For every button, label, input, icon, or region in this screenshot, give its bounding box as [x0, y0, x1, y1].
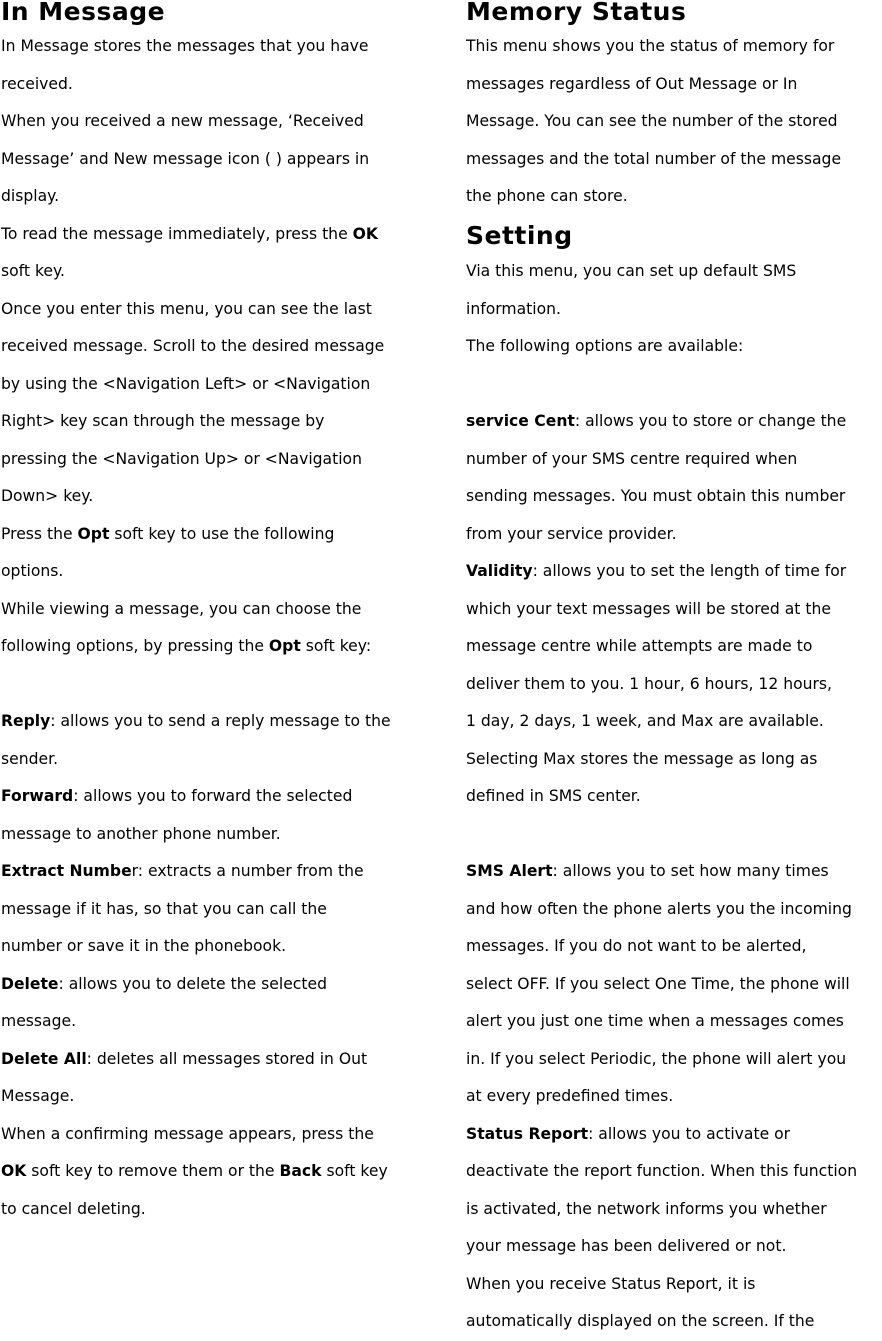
body-line: Via this menu, you can set up default SMS	[466, 262, 797, 280]
body-line: Right> key scan through the message by	[1, 412, 325, 430]
option-validity: Validity: allows you to set the length of time for	[466, 562, 847, 580]
body-line: display.	[1, 187, 60, 205]
body-line: When you received a new message, ‘Received	[1, 112, 364, 130]
option-delete-all: Delete All: deletes all messages stored in Out	[1, 1049, 368, 1068]
body-line: by using the <Navigation Left> or <Navigation	[1, 374, 371, 393]
body-line: In Message stores the messages that you have	[1, 37, 369, 55]
body-line: soft key.	[1, 262, 65, 280]
option-service-centre: service Cent: allows you to store or change the	[466, 412, 847, 430]
option-forward: Forward: allows you to forward the selected	[1, 787, 353, 805]
body-line: from your service provider.	[466, 524, 677, 543]
body-line: Message.	[1, 1087, 75, 1105]
blank-line	[466, 366, 882, 404]
body-line: information.	[466, 299, 561, 318]
option-status-report: Status Report: allows you to activate or	[466, 1124, 791, 1143]
body-line: Once you enter this menu, you can see the last	[1, 299, 372, 318]
body-line: received message. Scroll to the desired message	[1, 337, 385, 355]
body-line: message to another phone number.	[1, 824, 281, 843]
option-extract-number: Extract Number: extracts a number from the	[1, 862, 364, 880]
body-line: number of your SMS centre required when	[466, 449, 798, 468]
body-line: When a confirming message appears, press the	[1, 1124, 374, 1143]
body-line: OK soft key to remove them or the Back soft key	[1, 1162, 388, 1180]
body-line: messages regardless of Out Message or In	[466, 74, 798, 93]
body-line: number or save it in the phonebook.	[1, 937, 287, 955]
body-line: This menu shows you the status of memory for	[466, 37, 835, 55]
body-line: options.	[1, 562, 64, 580]
body-line: message if it has, so that you can call the	[1, 899, 327, 918]
body-line: pressing the <Navigation Up> or <Navigation	[1, 449, 362, 468]
body-line: which your text messages will be stored at the	[466, 599, 831, 618]
blank-line	[466, 816, 882, 854]
body-line: Message. You can see the number of the stored	[466, 112, 838, 130]
body-line: To read the message immediately, press the OK	[1, 224, 378, 243]
body-line: sending messages. You must obtain this number	[466, 487, 846, 505]
body-line: to cancel deleting.	[1, 1199, 146, 1218]
body-line: your message has been delivered or not.	[466, 1237, 787, 1255]
body-line: received.	[1, 74, 73, 93]
body-line: 1 day, 2 days, 1 week, and Max are available.	[466, 712, 824, 730]
body-line: message.	[1, 1012, 77, 1030]
body-line: The following options are available:	[466, 337, 744, 355]
body-line: and how often the phone alerts you the incoming	[466, 899, 852, 918]
setting-heading: Setting	[466, 220, 573, 250]
body-line: messages and the total number of the message	[466, 149, 842, 168]
body-line: Press the Opt soft key to use the following	[1, 524, 335, 543]
body-line: following options, by pressing the Opt soft key:	[1, 637, 372, 655]
option-sms-alert: SMS Alert: allows you to set how many times	[466, 862, 829, 880]
body-line: Selecting Max stores the message as long as	[466, 749, 818, 768]
body-line: deliver them to you. 1 hour, 6 hours, 12 hours,	[466, 674, 833, 693]
body-line: at every predefined times.	[466, 1087, 674, 1105]
left-column	[1, 0, 431, 1228]
body-line: message centre while attempts are made to	[466, 637, 813, 655]
body-line: select OFF. If you select One Time, the phone will	[466, 974, 850, 993]
body-line: While viewing a message, you can choose the	[1, 599, 362, 618]
memory-status-heading: Memory Status	[466, 0, 687, 26]
in-message-heading: In Message	[1, 0, 166, 26]
body-line: defined in SMS center.	[466, 787, 641, 805]
blank-line	[1, 666, 431, 704]
body-line: When you receive Status Report, it is	[466, 1274, 756, 1293]
right-column	[466, 0, 882, 1341]
body-line: automatically displayed on the screen. If the	[466, 1312, 815, 1330]
body-line: is activated, the network informs you whether	[466, 1199, 827, 1218]
option-delete: Delete: allows you to delete the selected	[1, 974, 327, 993]
body-line: messages. If you do not want to be alerted,	[466, 937, 807, 955]
body-line: in. If you select Periodic, the phone will alert you	[466, 1049, 847, 1068]
body-line: alert you just one time when a messages comes	[466, 1012, 844, 1030]
body-line: the phone can store.	[466, 187, 628, 205]
body-line: Down> key.	[1, 487, 94, 505]
body-line: deactivate the report function. When this function	[466, 1162, 858, 1180]
option-reply: Reply: allows you to send a reply message to the	[1, 712, 391, 730]
body-line: sender.	[1, 749, 59, 768]
body-line: Message’ and New message icon ( ) appears in	[1, 149, 370, 168]
